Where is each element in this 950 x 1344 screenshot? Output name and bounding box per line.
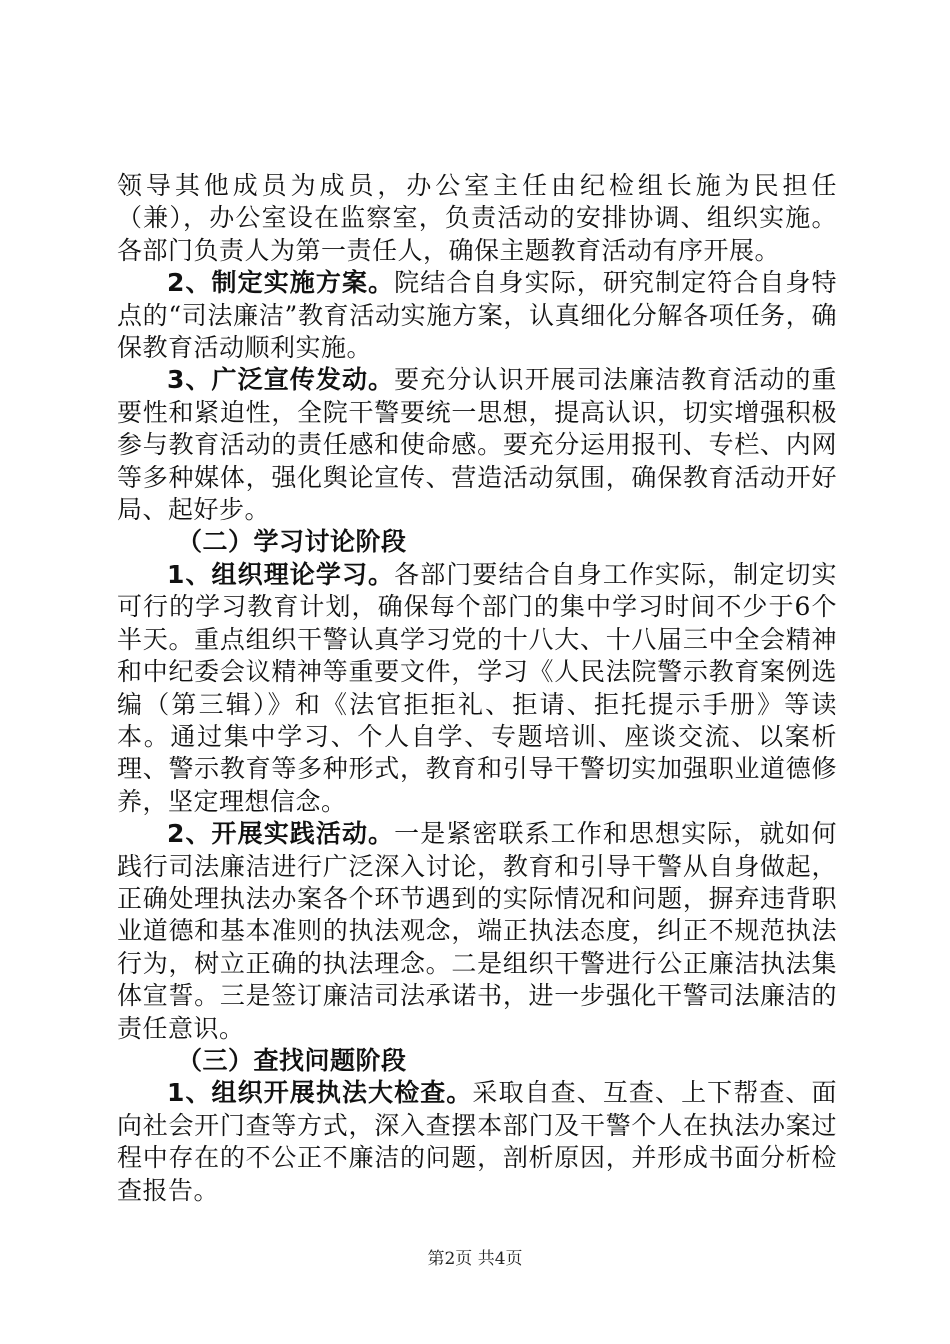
paragraph-lead: 1、组织开展执法大检查。 <box>167 1078 473 1108</box>
paragraph-text: 院结合自身实际，研究制定符合自身特点的“司法廉洁”教育活动实施方案，认真细化分解各项任务，确保教育活动顺利实施。 <box>117 268 837 363</box>
paragraph-lead: 2、开展实践活动。 <box>167 819 395 849</box>
paragraph-committee <box>117 170 837 267</box>
paragraph-practice <box>117 818 837 1045</box>
paragraph-implementation-plan <box>117 267 837 364</box>
paragraph-inspection <box>117 1077 837 1207</box>
section-heading-study: （二）学习讨论阶段 <box>177 527 407 557</box>
paragraph-publicity <box>117 364 837 526</box>
paragraph-lead: 3、广泛宣传发动。 <box>167 365 395 395</box>
document-body <box>117 170 837 1207</box>
paragraph-text: 各部门要结合自身工作实际，制定切实可行的学习教育计划，确保每个部门的集中学习时间不少于6个半天。重点组织干警认真学习党的十八大、十八届三中全会精神和中纪委会议精神等重要文件，学习《人民法院警示教育案例选编（第三辑）》和《法官拒拒礼、拒请、拒托提示手册》等读本。通过集中学习、个人自学、专题培训、座谈交流、以案析理、警示教育等多种形式，教育和引导干警切实加强职业道德修养，坚定理想信念。 <box>117 559 837 816</box>
paragraph-lead: 2、制定实施方案。 <box>167 268 395 298</box>
section-heading-problems: （三）查找问题阶段 <box>177 1045 407 1075</box>
paragraph-text: 一是紧密联系工作和思想实际，就如何践行司法廉洁进行广泛深入讨论，教育和引导干警从自身做起，正确处理执法办案各个环节遇到的实际情况和问题，摒弃违背职业道德和基本准则的执法观念，端正执法态度，纠正不规范执法行为，树立正确的执法理念。二是组织干警进行公正廉洁执法集体宣誓。三是签订廉洁司法承诺书，进一步强化干警司法廉洁的责任意识。 <box>117 819 837 1043</box>
paragraph-lead: 1、组织理论学习。 <box>167 559 395 589</box>
paragraph-theory-study <box>117 559 837 818</box>
paragraph-text: 领导其他成员为成员，办公室主任由纪检组长施为民担任（兼），办公室设在监察室，负责活动的安排协调、组织实施。各部门负责人为第一责任人，确保主题教育活动有序开展。 <box>117 171 837 265</box>
paragraph-text: 要充分认识开展司法廉洁教育活动的重要性和紧迫性，全院干警要统一思想，提高认识，切实增强积极参与教育活动的责任感和使命感。要充分运用报刊、专栏、内网等多种媒体，强化舆论宣传、营造活动氛围，确保教育活动开好局、起好步。 <box>117 365 837 525</box>
paragraph-text: 采取自查、互查、上下帮查、面向社会开门查等方式，深入查摆本部门及干警个人在执法办案过程中存在的不公正不廉洁的问题，剖析原因，并形成书面分析检查报告。 <box>117 1078 837 1205</box>
page-number-footer: 第2页 共4页 <box>427 1249 523 1269</box>
